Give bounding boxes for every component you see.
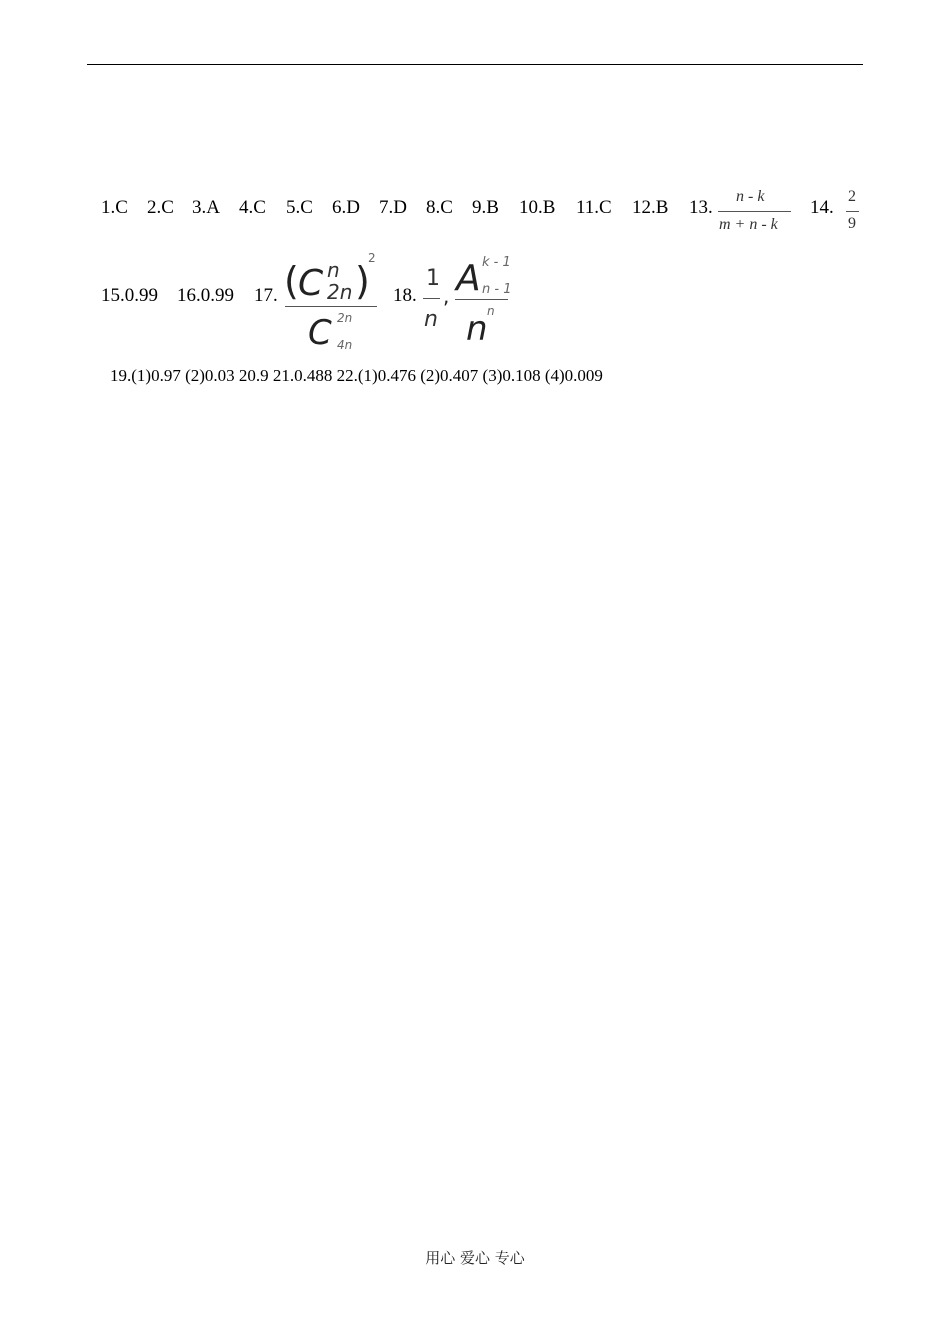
answer-1: 1.C [101, 197, 128, 218]
q18-A-subscript: n - 1 [482, 282, 512, 297]
q17-close-paren: ) [355, 259, 370, 303]
q17-power: 2 [368, 251, 376, 265]
q17-denominator-C: C [308, 313, 332, 353]
q18-frac1-numerator: 1 [426, 266, 440, 291]
answer-9: 9.B [472, 197, 499, 218]
q17-superscript-n: n [327, 258, 340, 282]
q13-denominator: m + n - k [719, 216, 778, 233]
answer-18-label: 18. [393, 285, 417, 306]
answer-2: 2.C [147, 197, 174, 218]
q18-frac2-superscript: n [487, 304, 495, 318]
answer-3: 3.A [192, 197, 220, 218]
answer-13-label: 13. [689, 197, 713, 218]
answer-11: 11.C [576, 197, 612, 218]
q18-A-superscript: k - 1 [482, 255, 511, 270]
answer-10: 10.B [519, 197, 556, 218]
q17-denominator-subscript: 4n [337, 338, 353, 352]
answer-4: 4.C [239, 197, 266, 218]
q14-denominator: 9 [848, 215, 856, 232]
answer-5: 5.C [286, 197, 313, 218]
q18-frac1-denominator: n [424, 307, 438, 332]
answer-15: 15.0.99 [101, 285, 158, 306]
q13-numerator: n - k [736, 188, 765, 205]
answer-16: 16.0.99 [177, 285, 234, 306]
q13-fraction-bar [718, 211, 791, 212]
answers-row-3: 19.(1)0.97 (2)0.03 20.9 21.0.488 22.(1)0.476 (2)0.407 (3)0.108 (4)0.009 [110, 366, 603, 385]
q18-A: A [456, 258, 481, 299]
answer-17-label: 17. [254, 285, 278, 306]
q14-fraction-bar [846, 211, 859, 212]
q18-frac2-bar [455, 299, 508, 300]
answer-14-label: 14. [810, 197, 834, 218]
q18-frac1-bar [423, 298, 440, 299]
q18-frac2-denominator: n [466, 309, 488, 349]
answer-8: 8.C [426, 197, 453, 218]
q17-fraction-bar [285, 306, 377, 307]
answer-12: 12.B [632, 197, 669, 218]
q18-comma: , [443, 284, 450, 308]
answer-6: 6.D [332, 197, 360, 218]
q17-denominator-superscript: 2n [337, 311, 353, 325]
q17-subscript-2n: 2n [327, 280, 353, 304]
q17-C: C [298, 263, 324, 304]
q17-open-paren: ( [284, 259, 299, 303]
header-rule [87, 64, 863, 65]
answer-7: 7.D [379, 197, 407, 218]
q14-numerator: 2 [848, 188, 856, 205]
page-footer: 用心 爱心 专心 [425, 1249, 525, 1267]
